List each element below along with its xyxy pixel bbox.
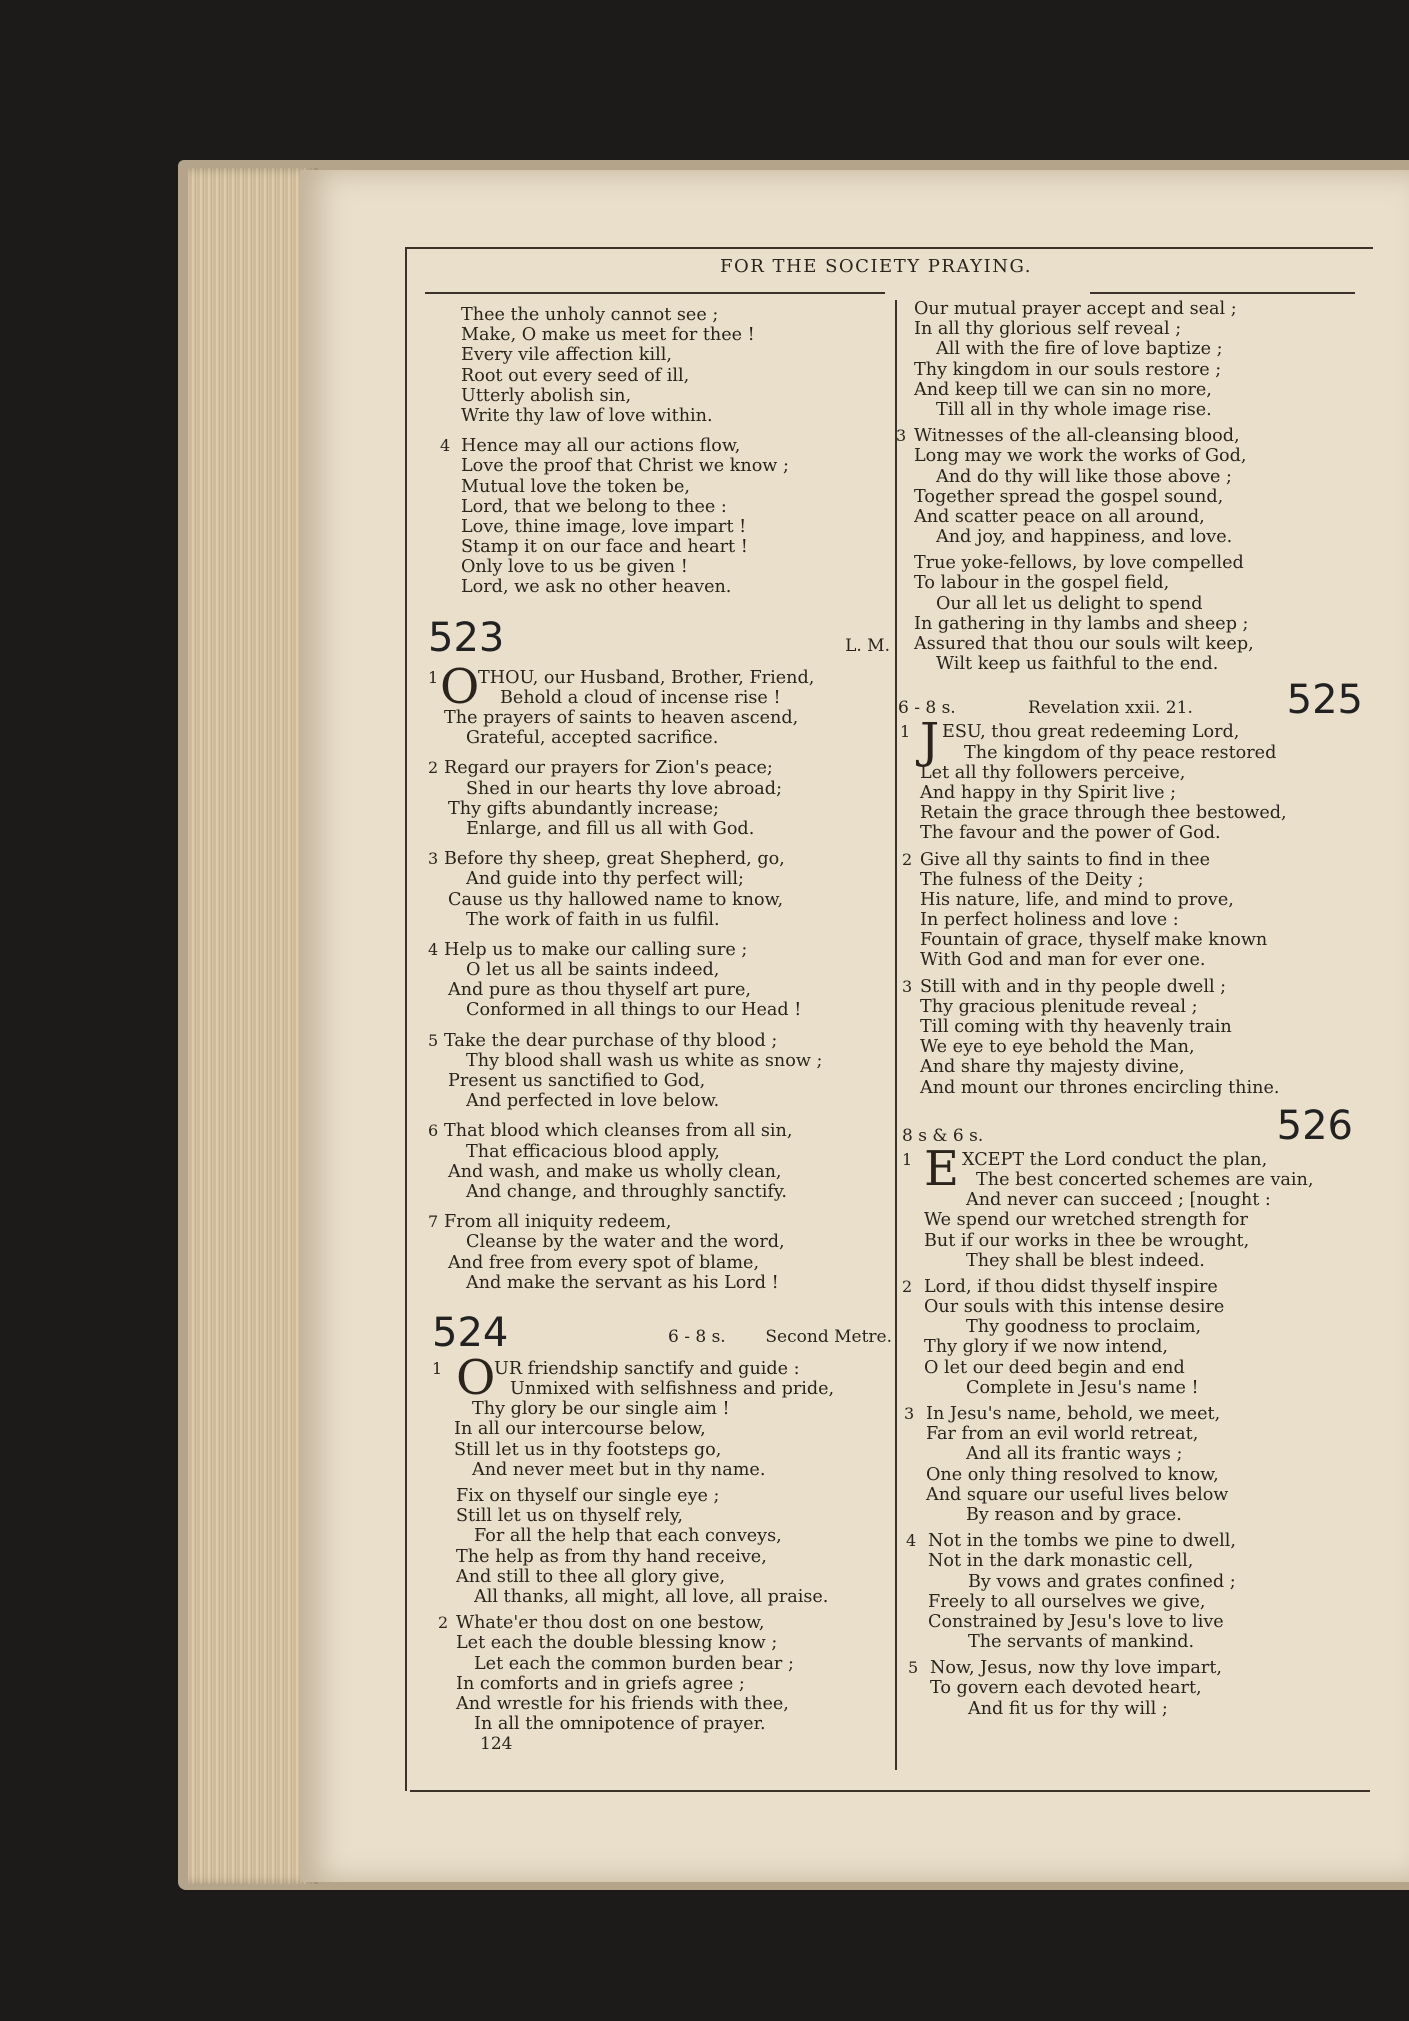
hymn-line: Give all thy saints to find in thee [920,849,1211,870]
hymn-line: To labour in the gospel field, [914,573,1170,594]
hymn-heading [428,1309,890,1359]
hymn-line: Mutual love the token be, [461,476,690,497]
hymn-line: Whate'er thou dost on one bestow, [456,1613,765,1634]
hymn-line: Every vile affection kill, [461,345,672,366]
hymn-line: Cause us thy hallowed name to know, [448,889,784,910]
hymn-line: O let our deed begin and end [924,1357,1185,1378]
hymn-line: Thy gifts abundantly increase; [448,798,719,819]
hymn-line: We spend our wretched strength for [924,1210,1248,1231]
stanza [428,305,890,426]
hymn-line: And happy in thy Spirit live ; [920,782,1177,803]
column-rule [895,300,897,1770]
hymn-line: Witnesses of the all-cleansing blood, [914,426,1240,447]
hymn-line: The help as from thy hand receive, [456,1546,767,1567]
hymn-line: Not in the dark monastic cell, [928,1551,1194,1572]
hymn-line: Long may we work the works of God, [914,446,1247,467]
hymn-line: And keep till we can sin no more, [914,379,1212,400]
hymn-line: UR friendship sanctify and guide : [494,1358,800,1379]
hymn-line: To govern each devoted heart, [930,1678,1202,1699]
hymn-line: And do thy will like those above ; [936,466,1232,487]
verse-number: 4 [428,939,439,959]
stanza [898,1277,1363,1398]
hymn-line: Retain the grace through thee bestowed, [920,803,1287,824]
hymn-line: Conformed in all things to our Head ! [466,1000,802,1021]
hymn-line: Grateful, accepted sacrifice. [466,728,719,749]
hymn-line: Thee the unholy cannot see ; [461,305,719,325]
hymn-line: And wash, and make us wholly clean, [448,1161,782,1182]
bottom-rule [410,1790,1370,1792]
hymn-line: Lord, if thou didst thyself inspire [924,1276,1218,1297]
hymn-line: Assured that thou our souls wilt keep, [914,634,1254,654]
hymn-line: Complete in Jesu's name ! [966,1377,1199,1398]
drop-cap: J [920,713,940,770]
verse-number: 4 [906,1531,917,1551]
stanza [898,1140,1363,1271]
hymn-line: Lord, we ask no other heaven. [461,577,732,598]
verse-number: 1 [902,1149,913,1169]
verse-number: 2 [428,758,439,778]
hymn-line: And guide into thy perfect will; [466,869,744,890]
hymn-line: Make, O make us meet for thee ! [461,325,755,346]
hymn-number: 524 [432,1309,509,1356]
hymn-line: Still let us on thyself rely, [456,1506,683,1527]
stanza [428,436,890,598]
hymn-line: From all iniquity redeem, [444,1212,672,1233]
hymn-meter: L. M. [845,635,890,656]
hymn-line: Together spread the gospel sound, [914,486,1224,507]
hymn-line: Unmixed with selfishness and pride, [510,1379,835,1400]
hymn-meter: 6 - 8 s. [898,698,956,719]
hymn-line: Love the proof that Christ we know ; [461,456,789,477]
verse-number: 1 [428,667,439,687]
hymn-number: 523 [428,614,505,661]
hymn-line: With God and man for ever one. [920,950,1206,971]
hymn-line: Fix on thyself our single eye ; [456,1486,720,1506]
stanza [428,1613,890,1734]
hymn-line: Shed in our hearts thy love abroad; [466,778,782,799]
hymn-line: XCEPT the Lord conduct the plan, [962,1149,1268,1170]
verse-number: 3 [902,976,913,996]
hymn-number: 525 [1286,677,1363,724]
hymn-line: One only thing resolved to know, [926,1464,1219,1485]
stanza [428,1031,890,1112]
hymn-line: That efficacious blood apply, [466,1141,720,1162]
header-rule [1090,292,1355,294]
hymn-line: All with the fire of love baptize ; [936,339,1223,360]
hymn-line: Thy gracious plenitude reveal ; [920,996,1198,1017]
hymn-line: Thy blood shall wash us white as snow ; [466,1050,823,1071]
stanza [898,426,1363,547]
page-number: 124 [480,1734,513,1755]
hymn-line: The work of faith in us fulfil. [466,909,720,930]
hymn-line: The prayers of saints to heaven ascend, [444,708,799,728]
left-column [428,305,890,1754]
hymn-line: Still with and in thy people dwell ; [920,976,1227,997]
hymn-line: And share thy majesty divine, [920,1057,1185,1078]
hymn-line: Far from an evil world retreat, [926,1424,1199,1445]
hymn-line: True yoke-fellows, by love compelled [914,553,1244,574]
hymn-line: Behold a cloud of incense rise ! [500,687,781,708]
hymn-line: Fountain of grace, thyself make known [920,930,1268,951]
hymn-line: And never can succeed ; [nought : [966,1190,1271,1211]
page-edges [188,168,318,1884]
stanza [898,553,1363,674]
stanza [898,1404,1363,1525]
hymn-line: Now, Jesus, now thy love impart, [930,1658,1222,1679]
verse-number: 2 [902,849,913,869]
hymn-line: And still to thee all glory give, [456,1566,726,1587]
hymn-line: Thy glory if we now intend, [924,1337,1169,1358]
hymn-line: His nature, life, and mind to prove, [920,889,1234,910]
hymn-line: Hence may all our actions flow, [461,436,741,457]
hymn-line: The fulness of the Deity ; [920,869,1144,890]
hymn-line: And scatter peace on all around, [914,506,1205,527]
verse-number: 1 [900,722,911,742]
hymn-line: But if our works in thee be wrought, [924,1230,1250,1251]
hymn-line: Till coming with thy heavenly train [920,1017,1232,1037]
hymn-line: Before thy sheep, great Shepherd, go, [444,849,785,870]
verse-number: 6 [428,1121,439,1141]
hymn-line: And free from every spot of blame, [448,1252,760,1273]
stanza [898,299,1363,420]
hymn-line: In perfect holiness and love : [920,910,1179,931]
hymn-heading [898,1102,1363,1150]
stanza [898,977,1363,1098]
hymn-line: Utterly abolish sin, [461,385,632,406]
verse-number: 2 [902,1276,913,1296]
hymn-line: Only love to us be given ! [461,557,688,578]
hymn-line: Help us to make our calling sure ; [444,939,748,960]
hymn-line: Root out every seed of ill, [461,365,690,386]
hymn-line: In Jesu's name, behold, we meet, [926,1404,1221,1424]
hymn-line: In comforts and in griefs agree ; [456,1673,745,1694]
hymn-meter: 6 - 8 s. [668,1326,726,1347]
hymn-line: Let each the double blessing know ; [456,1633,778,1654]
hymn-line: And never meet but in thy name. [472,1459,766,1480]
verse-number: 5 [908,1658,919,1678]
stanza [428,1121,890,1202]
verse-number: 2 [438,1613,449,1633]
hymn-line: The kingdom of thy peace restored [964,742,1277,763]
hymn-subtitle: Second Metre. [765,1326,892,1347]
right-column [896,299,1363,1719]
hymn-line: The favour and the power of God. [920,823,1221,844]
stanza [428,940,890,1021]
hymn-line: Take the dear purchase of thy blood ; [444,1030,778,1051]
hymn-line: And pure as thou thyself art pure, [448,980,752,1001]
stanza [428,1349,890,1480]
stanza [428,1212,890,1293]
stanza [898,850,1363,971]
hymn-line: Constrained by Jesu's love to live [928,1611,1224,1632]
verse-number: 1 [432,1358,443,1378]
hymn-line: Love, thine image, love impart ! [461,516,747,537]
hymn-line: The servants of mankind. [968,1632,1195,1653]
hymn-line: Thy kingdom in our souls restore ; [914,359,1222,380]
hymn-scripture: Revelation xxii. 21. [1028,698,1193,719]
hymn-line: For all the help that each conveys, [474,1526,782,1547]
hymn-line: The best concerted schemes are vain, [976,1169,1314,1190]
stanza [428,849,890,930]
hymn-line: Our mutual prayer accept and seal ; [914,299,1237,319]
hymn-line: Stamp it on our face and heart ! [461,537,748,558]
hymn-line: ESU, thou great redeeming Lord, [942,722,1240,743]
hymn-number: 526 [1276,1102,1353,1149]
hymn-line: Let all thy followers perceive, [920,762,1186,783]
hymn-line: Our souls with this intense desire [924,1297,1225,1318]
hymn-line: Thy glory be our single aim ! [472,1399,730,1420]
hymn-line: Write thy law of love within. [461,405,713,426]
running-head: FOR THE SOCIETY PRAYING. [720,256,1032,277]
hymn-line: And change, and throughly sanctify. [466,1181,788,1202]
hymn-line: And perfected in love below. [466,1091,720,1112]
hymn-line: And fit us for thy will ; [968,1698,1168,1719]
drop-cap: O [440,658,480,715]
stanza [898,1531,1363,1652]
hymn-line: Still let us in thy footsteps go, [454,1439,722,1460]
hymn-line: O let us all be saints indeed, [466,960,720,981]
hymn-line: By vows and grates confined ; [968,1571,1236,1592]
hymn-line: In gathering in thy lambs and sheep ; [914,613,1249,634]
verse-number: 7 [428,1212,439,1232]
hymn-meter: 8 s & 6 s. [902,1125,984,1146]
hymn-line: All thanks, all might, all love, all praise. [474,1586,829,1607]
stanza [428,1486,890,1607]
stanza [428,658,890,749]
hymn-line: They shall be blest indeed. [966,1250,1205,1271]
hymn-line: We eye to eye behold the Man, [920,1037,1195,1058]
hymn-line: Wilt keep us faithful to the end. [936,654,1219,675]
drop-cap: E [924,1140,960,1197]
hymn-heading [898,676,1363,722]
hymn-line: Thy goodness to proclaim, [966,1317,1202,1338]
hymn-line: Present us sanctified to God, [448,1071,706,1091]
hymn-line: Regard our prayers for Zion's peace; [444,758,773,779]
stanza [428,758,890,839]
hymn-line: Till all in thy whole image rise. [936,399,1212,420]
hymn-line: And all its frantic ways ; [966,1444,1183,1465]
hymn-line: Freely to all ourselves we give, [928,1591,1206,1612]
hymn-line: Cleanse by the water and the word, [466,1232,785,1253]
verse-number: 4 [440,436,451,456]
hymn-line: In all the omnipotence of prayer. [474,1714,766,1735]
hymn-line: Our all let us delight to spend [936,593,1203,614]
hymn-line: And square our useful lives below [926,1484,1229,1505]
hymn-line: THOU, our Husband, Brother, Friend, [478,667,815,688]
stanza [898,713,1363,844]
hymn-line: By reason and by grace. [966,1504,1182,1525]
verse-number: 3 [896,426,907,446]
hymn-line: Enlarge, and fill us all with God. [466,818,755,839]
hymn-line: Lord, that we belong to thee : [461,496,727,517]
hymn-line: And wrestle for his friends with thee, [456,1693,789,1714]
hymn-line: And mount our thrones encircling thine. [920,1077,1280,1098]
hymn-line: In all our intercourse below, [454,1419,706,1440]
hymn-line: Let each the common burden bear ; [474,1653,794,1674]
verse-number: 3 [428,849,439,869]
hymn-line: In all thy glorious self reveal ; [914,319,1182,340]
stanza [898,1658,1363,1719]
hymn-line: That blood which cleanses from all sin, [444,1121,793,1142]
hymn-line: And joy, and happiness, and love. [936,527,1233,548]
hymn-line: And make the servant as his Lord ! [466,1272,779,1293]
drop-cap: O [456,1349,496,1406]
verse-number: 5 [428,1030,439,1050]
verse-number: 3 [904,1404,915,1423]
hymn-line: Not in the tombs we pine to dwell, [928,1531,1236,1552]
hymn-heading [428,610,890,668]
header-rule [425,292,885,294]
